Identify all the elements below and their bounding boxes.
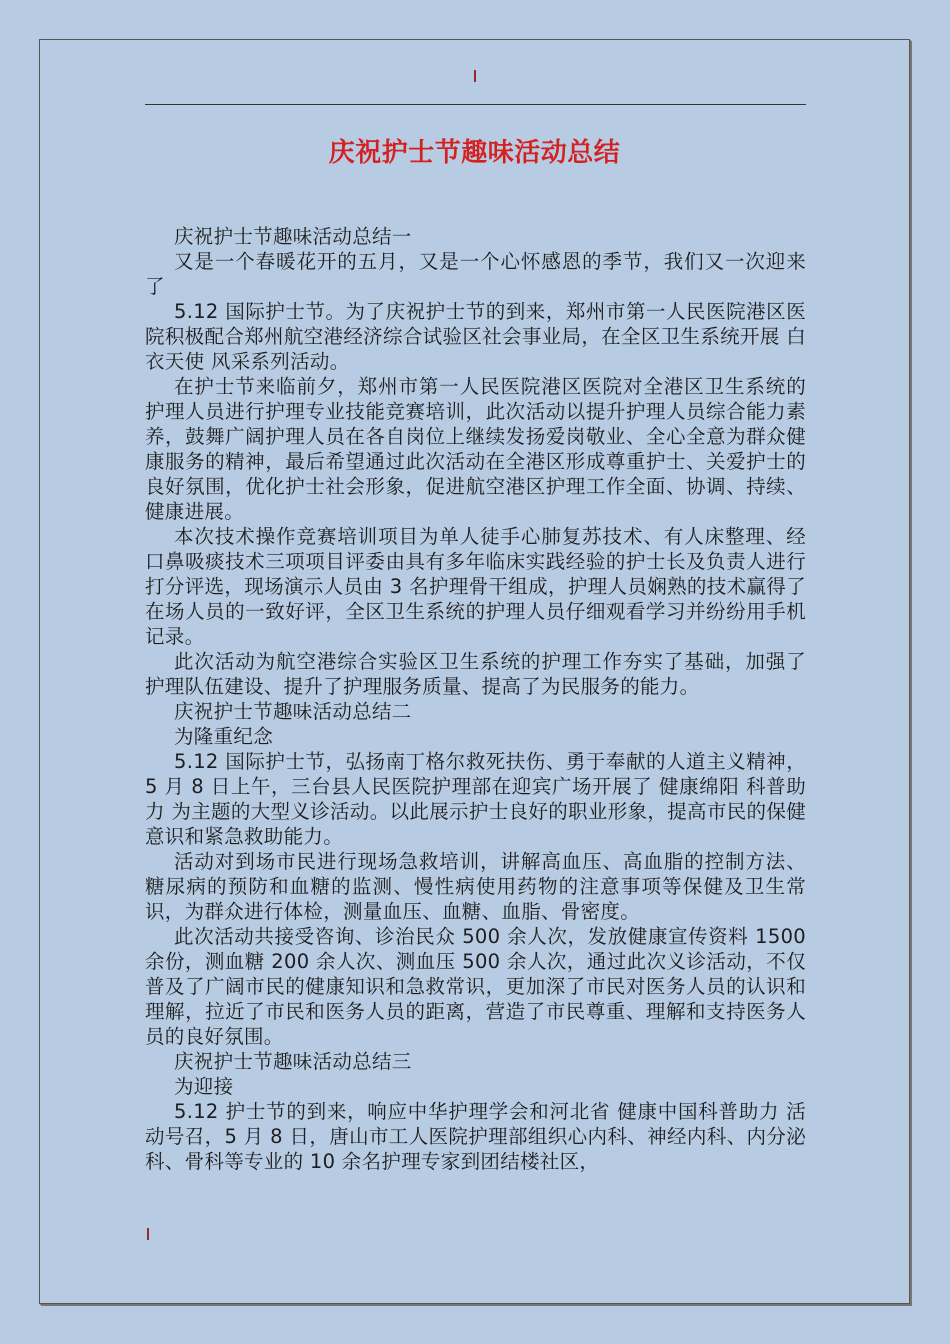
paragraph: 5.12 国际护士节，弘扬南丁格尔救死扶伤、勇于奉献的人道主义精神，5 月 8 日上午，三台县人民医院护理部在迎宾广场开展了 健康绵阳 科普助力 为主题的大型义诊活动。以此展示护士良好的职业形象，提高市民的保健意识和紧急救助能力。 <box>145 750 806 848</box>
document-page <box>39 39 910 1304</box>
paragraph: 本次技术操作竞赛培训项目为单人徒手心肺复苏技术、有人床整理、经口鼻吸痰技术三项项目评委由具有多年临床实践经验的护士长及负责人进行打分评选，现场演示人员由 3 名护理骨干组成，护理人员娴熟的技术赢得了在场人员的一致好评，全区卫生系统的护理人员仔细观看学习并纷纷用手机记录。 <box>145 525 806 648</box>
document-body <box>145 224 806 1174</box>
section-heading: 庆祝护士节趣味活动总结二 <box>174 700 412 723</box>
section-heading: 庆祝护士节趣味活动总结三 <box>174 1050 412 1073</box>
document-title: 庆祝护士节趣味活动总结 <box>328 138 621 168</box>
paragraph: 为迎接 <box>174 1075 234 1098</box>
paragraph: 此次活动共接受咨询、诊治民众 500 余人次，发放健康宣传资料 1500 余份，测血糖 200 余人次、测血压 500 余人次，通过此次义诊活动，不仅普及了广阔市民的健康知识和急救常识，更加深了市民对医务人员的认识和理解，拉近了市民和医务人员的距离，营造了市民尊重、理解和支持医务人员的良好氛围。 <box>145 925 806 1048</box>
paragraph: 活动对到场市民进行现场急救培训，讲解高血压、高血脂的控制方法、糖尿病的预防和血糖的监测、慢性病使用药物的注意事项等保健及卫生常识，为群众进行体检，测量血压、血糖、血脂、骨密度。 <box>145 850 806 923</box>
paragraph: 在护士节来临前夕，郑州市第一人民医院港区医院对全港区卫生系统的护理人员进行护理专业技能竞赛培训，此次活动以提升护理人员综合能力素养，鼓舞广阔护理人员在各自岗位上继续发扬爱岗敬业、全心全意为群众健康服务的精神，最后希望通过此次活动在全港区形成尊重护士、关爱护士的良好氛围，优化护士社会形象，促进航空港区护理工作全面、协调、持续、健康进展。 <box>145 375 806 523</box>
header-rule <box>145 104 806 105</box>
bottom-margin-mark <box>147 1228 149 1240</box>
paragraph: 为隆重纪念 <box>174 725 274 748</box>
top-margin-mark <box>474 70 476 82</box>
paragraph: 又是一个春暖花开的五月，又是一个心怀感恩的季节，我们又一次迎来了 <box>145 250 806 298</box>
paragraph: 5.12 护士节的到来，响应中华护理学会和河北省 健康中国科普助力 活动号召，5 月 8 日，唐山市工人医院护理部组织心内科、神经内科、内分泌科、骨科等专业的 10 余名护理专家到团结楼社区， <box>145 1100 806 1173</box>
paragraph: 此次活动为航空港综合实验区卫生系统的护理工作夯实了基础，加强了护理队伍建设、提升了护理服务质量、提高了为民服务的能力。 <box>145 650 806 698</box>
paragraph: 5.12 国际护士节。为了庆祝护士节的到来，郑州市第一人民医院港区医院积极配合郑州航空港经济综合试验区社会事业局，在全区卫生系统开展 白衣天使 风采系列活动。 <box>145 300 806 373</box>
section-heading: 庆祝护士节趣味活动总结一 <box>174 225 412 248</box>
